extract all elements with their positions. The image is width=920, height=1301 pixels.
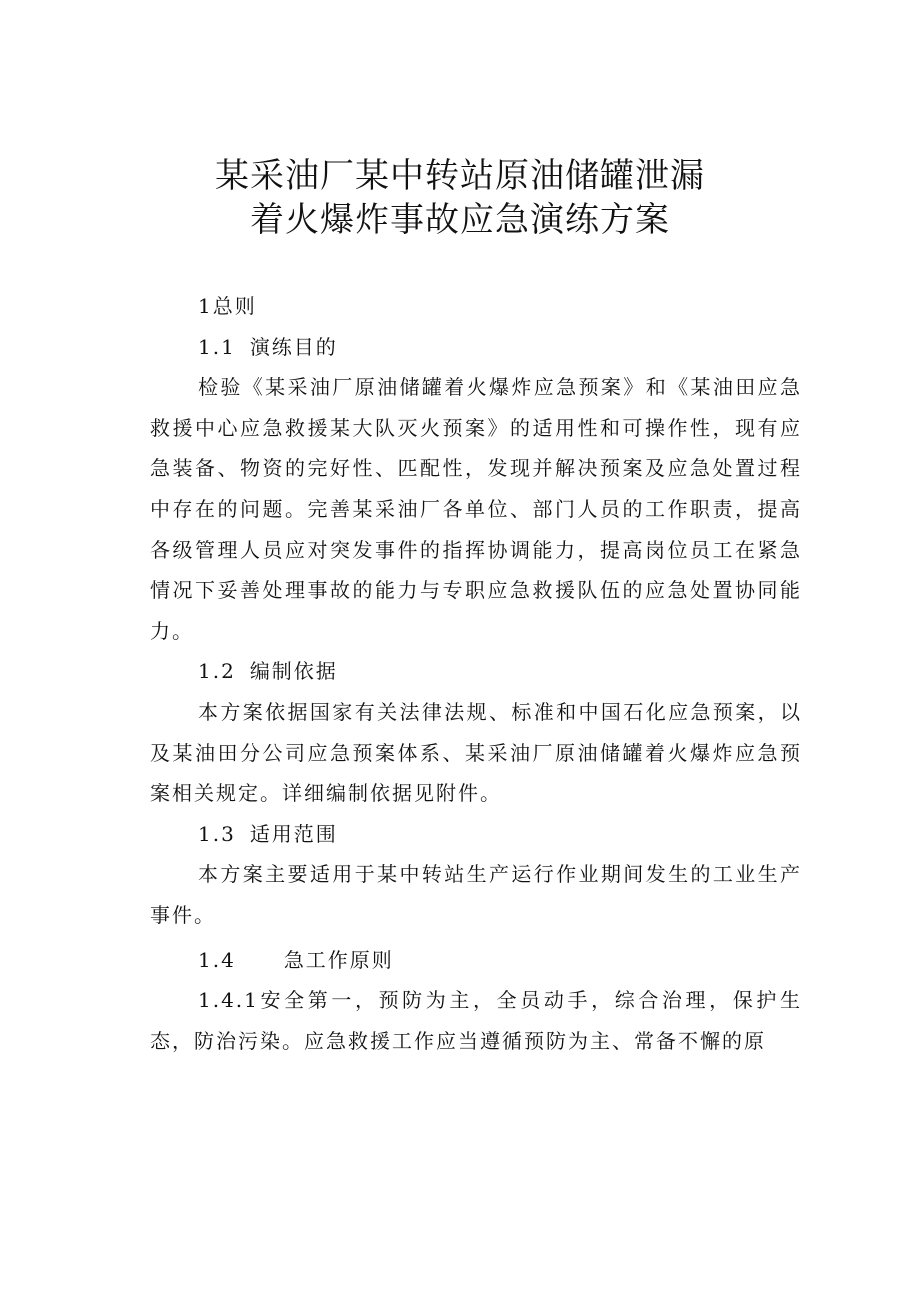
section-1-4-1-text: 安全第一，预防为主，全员动手，综合治理，保护生态，防治污染。应急救援工作应当遵循预防为主、常备不懈的原: [150, 988, 802, 1053]
section-1-4-1-paragraph: [150, 980, 802, 1061]
section-1-3-heading: [150, 814, 802, 855]
document-title-line-2: 着火爆炸事故应急演练方案: [250, 200, 670, 240]
section-1-4-1-number: 1.4.1: [198, 988, 259, 1013]
section-1-heading-text: 1总则: [198, 294, 257, 318]
document-body: [150, 286, 802, 1061]
section-1-1-heading: [150, 327, 802, 368]
section-1-4-heading: [150, 940, 802, 981]
section-1-1-paragraph: 检验《某采油厂原油储罐着火爆炸应急预案》和《某油田应急救援中心应急救援某大队灭火预案》的适用性和可操作性，现有应急装备、物资的完好性、匹配性，发现并解决预案及应急处置过程中存在的问题。完善某采油厂各单位、部门人员的工作职责，提高各级管理人员应对突发事件的指挥协调能力，提高岗位员工在紧急情况下妥善处理事故的能力与专职应急救援队伍的应急处置协同能力。: [150, 375, 802, 643]
section-1-2-paragraph: 本方案依据国家有关法律法规、标准和中国石化应急预案，以及某油田分公司应急预案体系、某采油厂原油储罐着火爆炸应急预案相关规定。详细编制依据见附件。: [150, 699, 802, 806]
section-1-3-title: 适用范围: [249, 821, 338, 846]
document-title-line-1: 某采油厂某中转站原油储罐泄漏: [215, 156, 705, 196]
section-1-4-number: 1.4: [198, 947, 236, 972]
section-1-1-title: 演练目的: [249, 334, 338, 359]
section-1-3-number: 1.3: [198, 821, 236, 846]
section-1-heading: [150, 286, 802, 327]
section-1-2-number: 1.2: [198, 659, 236, 684]
section-1-4-title: 急工作原则: [283, 947, 394, 972]
section-1-2-title: 编制依据: [249, 659, 338, 684]
section-1-1-number: 1.1: [198, 334, 236, 359]
section-1-2-heading: [150, 651, 802, 692]
section-1-3-paragraph: 本方案主要适用于某中转站生产运行作业期间发生的工业生产事件。: [150, 862, 802, 927]
